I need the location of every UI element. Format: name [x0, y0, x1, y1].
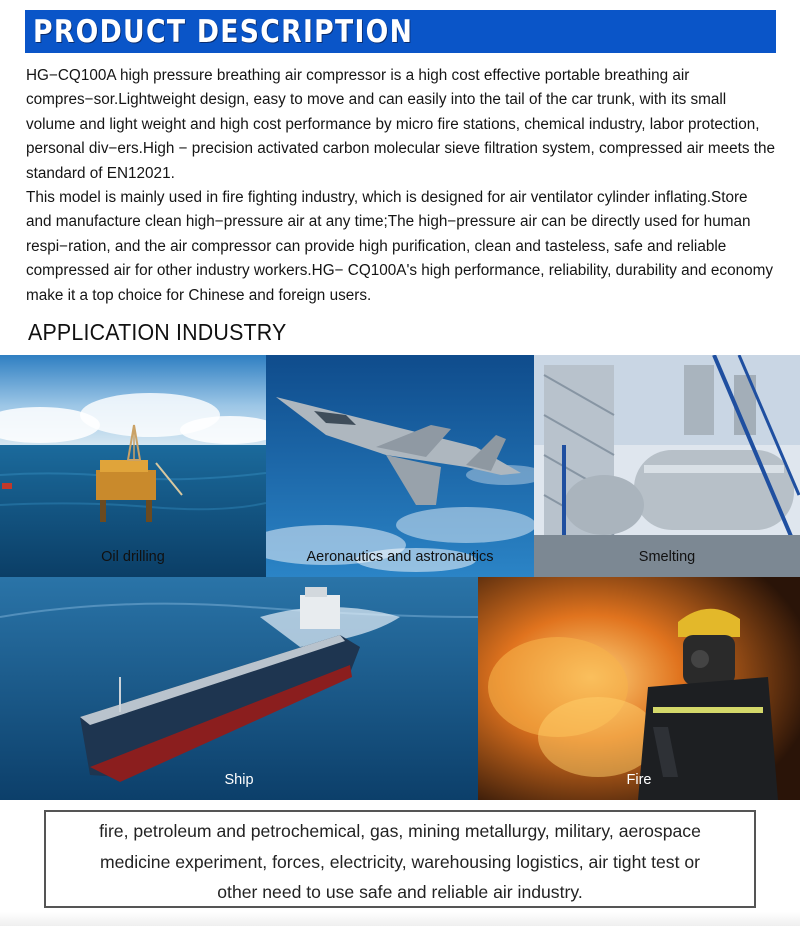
- smelting-plant-illustration: [534, 355, 800, 577]
- smelting-image: [534, 355, 800, 577]
- fighter-jet-illustration: [266, 355, 534, 577]
- firefighter-illustration: [478, 577, 800, 800]
- cargo-ship-illustration: [0, 577, 478, 800]
- bottom-divider: [0, 912, 800, 926]
- oil-rig-illustration: [0, 355, 266, 577]
- product-description: [26, 64, 776, 308]
- industries-line: fire, petroleum and petrochemical, gas, mining metallurgy, military, aerospace: [99, 821, 701, 841]
- fire-image: [478, 577, 800, 800]
- tile-label: Smelting: [638, 549, 696, 565]
- aeronautics-image: [266, 355, 534, 577]
- application-industry-title: APPLICATION INDUSTRY: [28, 319, 287, 345]
- ship-image: [0, 577, 478, 800]
- description-paragraph: HG−CQ100A high pressure breathing air compressor is a high cost effective portable breathing air compres−sor.Lightweight design, easy to move and can easily into the tail of the car trunk, with its small volume and light weight and high cost performance by micro fire stations, chemical industry, labor protection, personal div−ers.High − precision activated carbon molecular sieve filtration system, compressed air meets the standard of EN12021.: [26, 67, 776, 182]
- industries-line: other need to use safe and reliable air industry.: [217, 882, 583, 902]
- industries-line: medicine experiment, forces, electricity, warehousing logistics, air tight test or: [99, 851, 701, 872]
- description-paragraph: This model is mainly used in fire fighting industry, which is designed for air ventilator cylinder inflating.Store and manufacture clean high−pressure air at any time;The high−pressure air can be directly used for human respi−ration, and the air compressor can provide high purification, clean and tasteless, safe and reliable compressed air for other industry workers.HG− CQ100A's high performance, reliability, durability and economy make it a top choice for Chinese and foreign users.: [26, 189, 773, 304]
- tile-label: Fire: [626, 772, 652, 788]
- tile-label: Aeronautics and astronautics: [306, 549, 494, 565]
- industries-list-box: [44, 810, 756, 908]
- oil-drilling-image: [0, 355, 266, 577]
- industries-text: [46, 812, 754, 908]
- banner-title: PRODUCT DESCRIPTION: [33, 14, 414, 50]
- tile-label: Oil drilling: [101, 549, 165, 565]
- tile-label: Ship: [224, 772, 254, 788]
- section-banner: [25, 10, 776, 53]
